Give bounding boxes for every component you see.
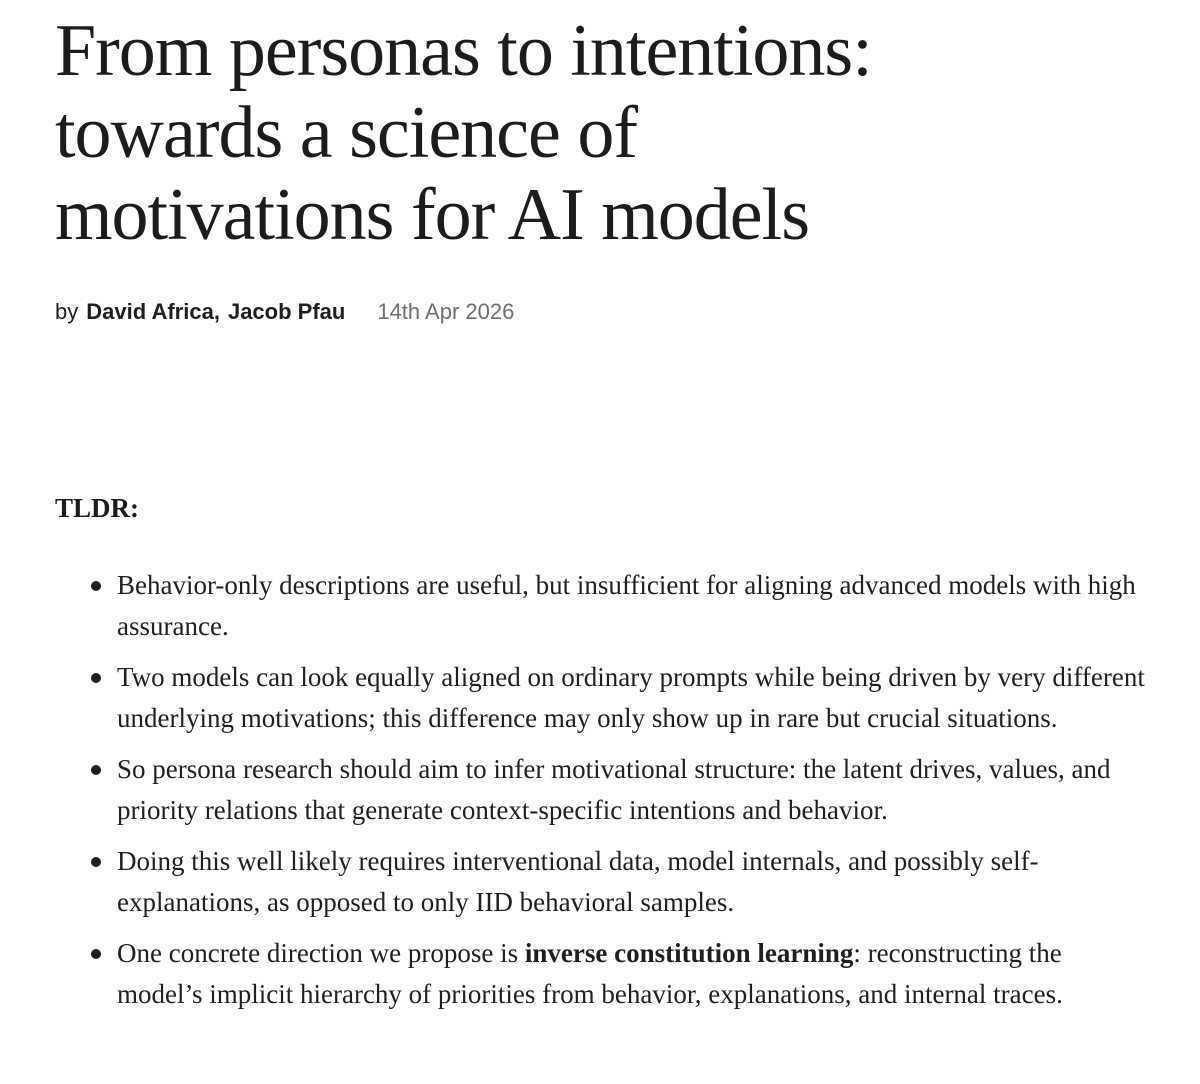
key-term: inverse constitution learning [524, 938, 854, 968]
list-item [55, 841, 1145, 923]
bullet-icon [91, 949, 101, 959]
bullet-icon [91, 765, 101, 775]
list-item [55, 933, 1145, 1015]
byline-prefix: by [55, 299, 79, 324]
list-item [55, 657, 1145, 739]
list-item-text: Behavior-only descriptions are useful, but insufficient for aligning advanced models with high assurance. [117, 570, 1136, 641]
byline [55, 298, 1145, 326]
list-item-text-after: : reconstructing the model’s implicit hierarchy of priorities from behavior, explanations, and internal traces. [117, 938, 1063, 1009]
bullet-icon [91, 673, 101, 683]
list-item [55, 749, 1145, 831]
post-date: 14th Apr 2026 [377, 299, 515, 324]
article [55, 0, 1145, 1025]
tldr-heading: TLDR: [55, 493, 140, 523]
author-separator: , [213, 299, 220, 324]
author-list [86, 298, 345, 326]
list-item-text: Two models can look equally aligned on ordinary prompts while being driven by very different underlying motivations; this difference may only show up in rare but crucial situations. [117, 662, 1145, 733]
list-item [55, 565, 1145, 647]
bullet-icon [91, 581, 101, 591]
author-link[interactable]: Jacob Pfau [227, 299, 346, 324]
list-item-text: Doing this well likely requires interventional data, model internals, and possibly self-explanations, as opposed to only IID behavioral samples. [117, 846, 1039, 917]
author-link[interactable]: David Africa [86, 299, 214, 324]
list-item-text-before: One concrete direction we propose is [117, 938, 525, 968]
tldr-list [55, 565, 1145, 1015]
bullet-icon [91, 857, 101, 867]
list-item-text: So persona research should aim to infer motivational structure: the latent drives, values, and priority relations that generate context-specific intentions and behavior. [117, 754, 1111, 825]
article-title: From personas to intentions: towards a science of motivations for AI models [55, 10, 872, 256]
